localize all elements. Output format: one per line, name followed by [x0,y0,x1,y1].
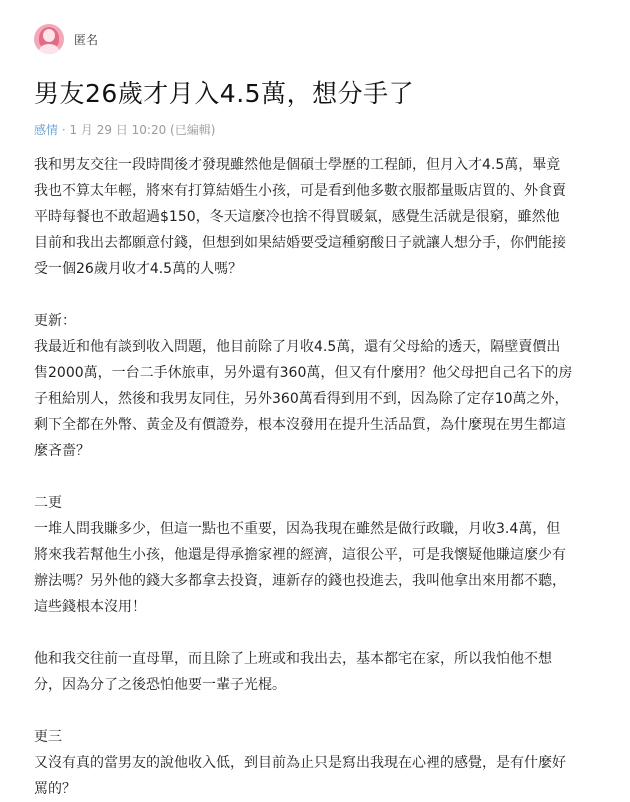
update-1 [34,308,590,464]
text-line: 目前和我出去都願意付錢，但想到如果結婚要受這種窮酸日子就讓人想分手，你們能接 [34,235,566,251]
post-datetime: 1 月 29 日 10:20 (已編輯) [69,123,216,137]
text-line: 我和男友交往一段時間後才發現雖然他是個碩士學歷的工程師，但月入才4.5萬，畢竟 [34,157,561,173]
text-line: 將來我若幫他生小孩，他還是得承擔家裡的經濟，這很公平，可是我懷疑他賺這麼少有 [34,547,566,563]
category-link[interactable]: 感情 [34,123,59,137]
update-heading: 更新： [34,313,76,329]
text-line: 辦法嗎？另外他的錢大多都拿去投資，連新存的錢也投進去，我叫他拿出來用都不聽， [34,573,566,589]
text-line: 我也不算太年輕，將來有打算結婚生小孩，可是看到他多數衣服都量販店買的、外食賣 [34,183,566,199]
text-line: 又沒有真的當男友的說他收入低，到目前為止只是寫出我現在心裡的感覺，是有什麼好 [34,755,566,771]
update-heading: 二更 [34,495,62,511]
update-heading: 更三 [34,729,62,745]
text-line: 受一個26歲月收才4.5萬的人嗎？ [34,261,243,277]
update-2-continued [34,646,590,698]
author-name[interactable]: 匿名 [74,32,99,47]
update-2 [34,490,590,620]
post-meta [34,121,215,138]
text-line: 一堆人問我賺多少，但這一點也不重要，因為我現在雖然是做行政職，月收3.4萬，但 [34,521,561,537]
meta-separator: · [61,123,70,137]
post-body [34,152,590,802]
update-3 [34,724,590,802]
text-line: 子租給別人，然後和我男友同住，另外360萬看得到用不到，因為除了定存10萬之外， [34,391,569,407]
avatar[interactable] [34,24,64,54]
text-line: 他和我交往前一直母單，而且除了上班或和我出去，基本都宅在家，所以我怕他不想 [34,651,552,667]
text-line: 剩下全都在外幣、黃金及有價證券，根本沒發用在提升生活品質，為什麼現在男生都這 [34,417,566,433]
text-line: 分，因為分了之後恐怕他要一輩子光棍。 [34,677,286,693]
text-line: 麼吝嗇？ [34,443,90,459]
paragraph-main [34,152,590,282]
text-line: 平時每餐也不敢超過$150，冬天這麼冷也捨不得買暖氣，感覺生活就是很窮，雖然他 [34,209,560,225]
text-line: 售2000萬，一台二手休旅車，另外還有360萬，但又有什麼用？他父母把自己名下的房 [34,365,573,381]
text-line: 我最近和他有談到收入問題，他目前除了月收4.5萬，還有父母給的透天，隔壁賣價出 [34,339,561,355]
text-line: 這些錢根本沒用！ [34,599,146,615]
author-row[interactable] [34,24,98,54]
text-line: 罵的？ [34,781,76,797]
post-title: 男友26歲才月入4.5萬，想分手了 [34,79,415,108]
